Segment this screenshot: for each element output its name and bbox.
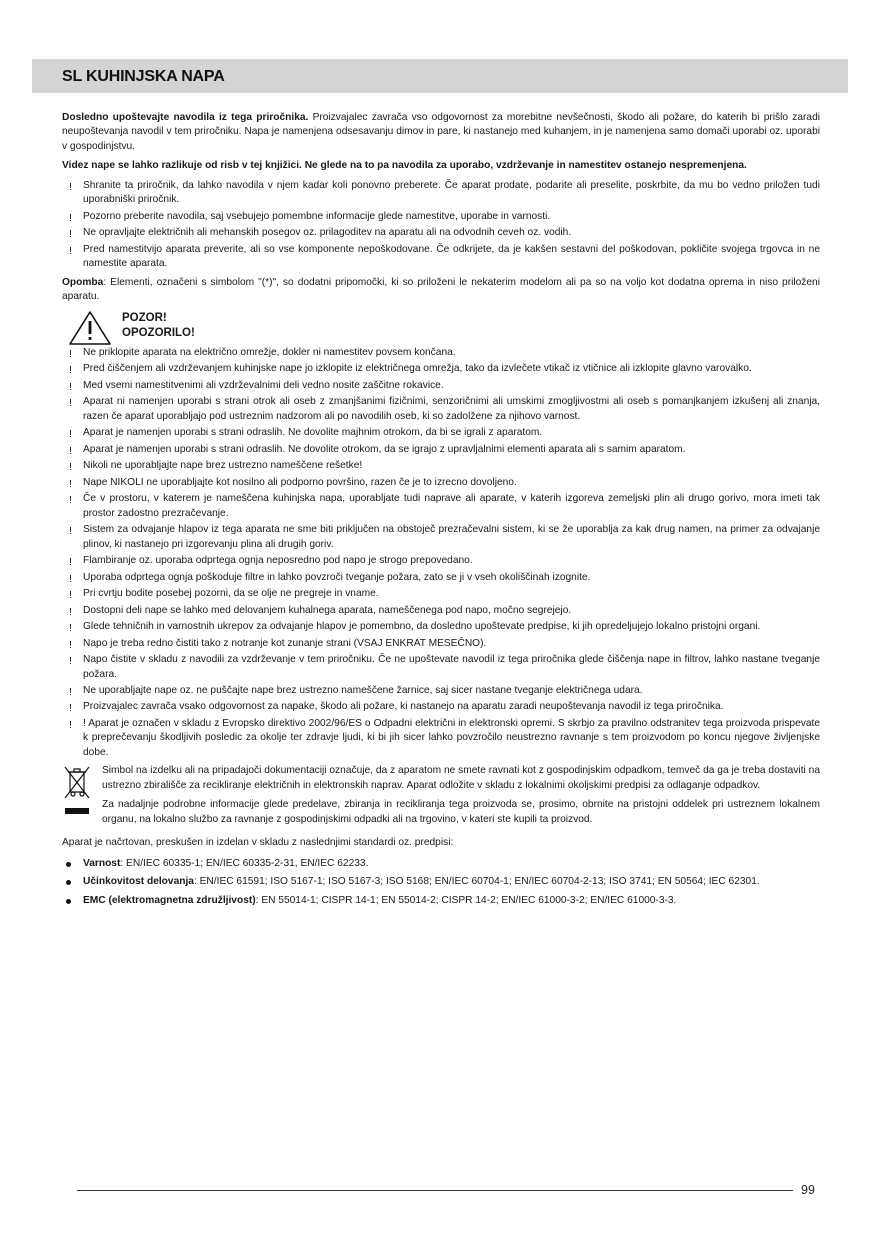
- warning-labels: [122, 310, 195, 342]
- list-item: Varnost: EN/IEC 60335-1; EN/IEC 60335-2-31, EN/IEC 62233.: [62, 857, 820, 871]
- list-item: ! Sistem za odvajanje hlapov iz tega aparata ne sme biti priključen na obstoječ prezračevalni sistem, ki se že uporablja za kak drug namen, na primer za odvajanje plinov, ki nastanejo pri izgorevanju plina ali drugih goriv.: [69, 524, 820, 550]
- list-item: ! Pred namestitvijo aparata preverite, ali so vse komponente nepoškodovane. Če odkrijete, da je kakšen sestavni del poškodovan, pokličite svojega trgovca in ne namestite aparata.: [69, 243, 820, 270]
- page-number: 99: [801, 1183, 815, 1197]
- exclamation-icon: !: [69, 718, 72, 731]
- list-item: ! Dostopni deli nape se lahko med delovanjem kuhalnega aparata, nameščenega pod napo, močno segrejejo.: [69, 604, 572, 618]
- page-title: SL KUHINJSKA NAPA: [62, 68, 225, 85]
- list-item: ! Glede tehničnih in varnostnih ukrepov za odvajanje hlapov je pomembno, da dosledno upoštevate predpise, ki jih opredeljujejo lokalno pristojni organi.: [69, 621, 761, 635]
- note-text: : Elementi, označeni s simbolom "(*)", so dodatni pripomočki, ki so priloženi le nekaterim modelom ali pa so na voljo kot dodatna oprema in niso priloženi aparatu.: [62, 276, 820, 303]
- exclamation-icon: !: [69, 525, 72, 538]
- footer-divider: [77, 1190, 793, 1191]
- bullet-icon: [66, 899, 71, 904]
- list-item: ! Pozorno preberite navodila, saj vsebujejo pomembne informacije glede namestitve, uporabe in varnosti.: [69, 210, 551, 224]
- list-item: ! Uporaba odprtega ognja poškoduje filtre in lahko povzroči tveganje požara, zato se ji v vseh okoliščinah izognite.: [69, 571, 591, 585]
- content: [62, 111, 820, 912]
- exclamation-icon: !: [69, 180, 72, 193]
- header-band: [32, 59, 848, 93]
- list-item: ! Aparat je namenjen uporabi s strani odraslih. Ne dovolite otrokom, da se igrajo z upravljalnimi elementi aparata ali s samim aparatom.: [69, 443, 686, 457]
- exclamation-icon: !: [69, 347, 72, 360]
- weee-paragraph-1: Simbol na izdelku ali na pripadajoči dokumentaciji označuje, da z aparatom ne smete ravnati kot z gospodinjskim odpadkom, temveč da ga je treba dostaviti na ustrezno zbirališče za recikliranje električnih in elektronskih naprav. Aparat odložite v skladu z lokalnimi okoljskimi predpisi za odlaganje odpadkov.: [102, 765, 820, 791]
- standards-list: [62, 857, 820, 908]
- list-item: ! Napo čistite v skladu z navodili za vzdrževanje v tem priročniku. Če ne upoštevate navodil iz tega priročnika glede čiščenja nape in filtrov, lahko nastane tveganje požara.: [69, 654, 820, 680]
- intro-paragraph-1: [62, 111, 820, 154]
- bullet-icon: [66, 880, 71, 885]
- list-item: ! Ne priklopite aparata na električno omrežje, dokler ni namestitev povsem končana.: [69, 346, 456, 360]
- list-item: ! Aparat ni namenjen uporabi s strani otrok ali oseb z zmanjšanimi fizičnimi, senzoričnimi ali umskimi zmogljivostmi ali oseb s pomanjkanjem izkušenj ali znanja, razen če aparat uporabljajo pod ustreznim nadzorom ali po navodilih oseb, ki so zadolžene za njihovo varnost.: [69, 396, 820, 422]
- list-item: ! Med vsemi namestitvenimi ali vzdrževalnimi deli vedno nosite zaščitne rokavice.: [69, 379, 444, 393]
- list-item: ! Aparat je namenjen uporabi s strani odraslih. Ne dovolite majhnim otrokom, da bi se igrali z aparatom.: [69, 427, 543, 441]
- list-item: Učinkovitost delovanja: EN/IEC 61591; ISO 5167-1; ISO 5167-3; ISO 5168; EN/IEC 60704-1; EN/IEC 60704-2-13; ISO 3741; EN 50564; IEC 62301.: [62, 875, 820, 889]
- list-item: ! Shranite ta priročnik, da lahko navodila v njem kadar koli ponovno preberete. Če aparat prodate, podarite ali preselite, poskrbite, da mu bo vedno priložen tudi uporabniški priročnik.: [69, 179, 820, 206]
- exclamation-icon: !: [69, 397, 72, 410]
- exclamation-icon: !: [69, 380, 72, 393]
- exclamation-icon: !: [69, 556, 72, 569]
- exclamation-icon: !: [69, 461, 72, 474]
- weee-paragraph-2: Za nadaljnje podrobne informacije glede predelave, zbiranja in recikliranja tega proizvoda se, prosimo, obrnite na pristojni oddelek pri ustreznem lokalnem organu, na lokalno službo za ravnanje z gospodinjskimi odpadki ali na trgovino, v kateri ste kupili ta proizvod.: [102, 799, 820, 825]
- list-item: ! Napo je treba redno čistiti tako z notranje kot zunanje strani (VSAJ ENKRAT MESEČNO).: [69, 637, 487, 651]
- warning-block: [62, 310, 820, 346]
- list-item: ! ! Aparat je označen v skladu z Evropsko direktivo 2002/96/ES o Odpadni električni in elektronski opremi. S skrbjo za pravilno odstranitev tega proizvoda prispevate k preprečevanju škodljivih posledic za okolje ter zdravje ljudi, ki bi jih sicer lahko povzročilo neustrezno ravnanje s tem proizvodom po koncu njegove življenjske dobe.: [69, 717, 820, 758]
- intro-text: Proizvajalec zavrača vso odgovornost za morebitne nevšečnosti, škodo ali požare, do katerih bi prišlo zaradi neupoštevanja navodil v tem priročniku. Napa je namenjena odsesavanju dimov in pare, ki nastanejo med kuhanjem, in je namenjena samo domači uporabi oz. uporabi v gospodinjstvu.: [62, 112, 820, 152]
- intro-paragraph-2: Videz nape se lahko razlikuje od risb v tej knjižici. Ne glede na to pa navodila za uporabo, vzdrževanje in namestitev ostanejo nespremenjena.: [62, 160, 747, 172]
- warning-triangle-icon: [68, 310, 112, 346]
- warnings-list: [62, 346, 820, 761]
- exclamation-icon: !: [69, 655, 72, 668]
- exclamation-icon: !: [69, 477, 72, 490]
- list-item: ! Pri cvrtju bodite posebej pozorni, da se olje ne pregreje in vname.: [69, 588, 379, 602]
- exclamation-icon: !: [69, 622, 72, 635]
- list-item: ! Če v prostoru, v katerem je nameščena kuhinjska napa, uporabljate tudi naprave ali aparate, v katerih izgoreva zemeljski plin ali drugo gorivo, mora imeti tak prostor zadostno prezračevanje.: [69, 493, 820, 519]
- list-item: EMC (elektromagnetna združljivost): EN 55014-1; CISPR 14-1; EN 55014-2; CISPR 14-2; EN/IEC 61000-3-2; EN/IEC 61000-3-3.: [62, 894, 820, 908]
- exclamation-icon: !: [69, 364, 72, 377]
- list-item: ! Ne opravljajte električnih ali mehanskih posegov oz. prilagoditev na aparatu ali na odvodnih ceveh oz. vodih.: [69, 227, 572, 241]
- intro-emphasis: Dosledno upoštevajte navodila iz tega priročnika.: [62, 112, 309, 123]
- list-item: ! Proizvajalec zavrača vsako odgovornost za napake, škodo ali požare, ki nastanejo na aparatu zaradi neupoštevanja navodil iz tega priročnika.: [69, 701, 724, 715]
- bullet-icon: [66, 862, 71, 867]
- exclamation-icon: !: [69, 428, 72, 441]
- note-paragraph: [62, 276, 820, 305]
- exclamation-icon: !: [69, 605, 72, 618]
- crossed-bin-icon: [62, 764, 92, 820]
- weee-text: [102, 764, 820, 832]
- list-item: ! Nape NIKOLI ne uporabljajte kot nosilno ali podporno površino, razen če je to izrecno dovoljeno.: [69, 476, 517, 490]
- exclamation-icon: !: [69, 244, 72, 257]
- exclamation-icon: !: [69, 211, 72, 224]
- list-item: ! Nikoli ne uporabljajte nape brez ustrezno nameščene rešetke!: [69, 460, 363, 474]
- list-item: ! Flambiranje oz. uporaba odprtega ognja neposredno pod napo je strogo prepovedano.: [69, 555, 473, 569]
- weee-block: [62, 764, 820, 832]
- exclamation-icon: !: [69, 494, 72, 507]
- exclamation-icon: !: [69, 228, 72, 241]
- standards-intro: Aparat je načrtovan, preskušen in izdelan v skladu z naslednjimi standardi oz. predpisi:: [62, 837, 454, 849]
- warning-title: POZOR!: [122, 311, 167, 324]
- exclamation-icon: !: [69, 444, 72, 457]
- exclamation-icon: !: [69, 589, 72, 602]
- list-item: ! Pred čiščenjem ali vzdrževanjem kuhinjske nape jo izklopite iz električnega omrežja, tako da izvlečete vtikač iz vtičnice ali izklopite glavno varovalko.: [69, 363, 752, 377]
- exclamation-icon: !: [69, 685, 72, 698]
- warning-subtitle: OPOZORILO!: [122, 327, 195, 340]
- note-label: Opomba: [62, 276, 104, 288]
- instructions-list: [62, 179, 820, 272]
- exclamation-icon: !: [69, 702, 72, 715]
- list-item: ! Ne uporabljajte nape oz. ne puščajte nape brez ustrezno nameščene žarnice, saj sicer nastane tveganje električnega udara.: [69, 684, 643, 698]
- exclamation-icon: !: [69, 638, 72, 651]
- exclamation-icon: !: [69, 572, 72, 585]
